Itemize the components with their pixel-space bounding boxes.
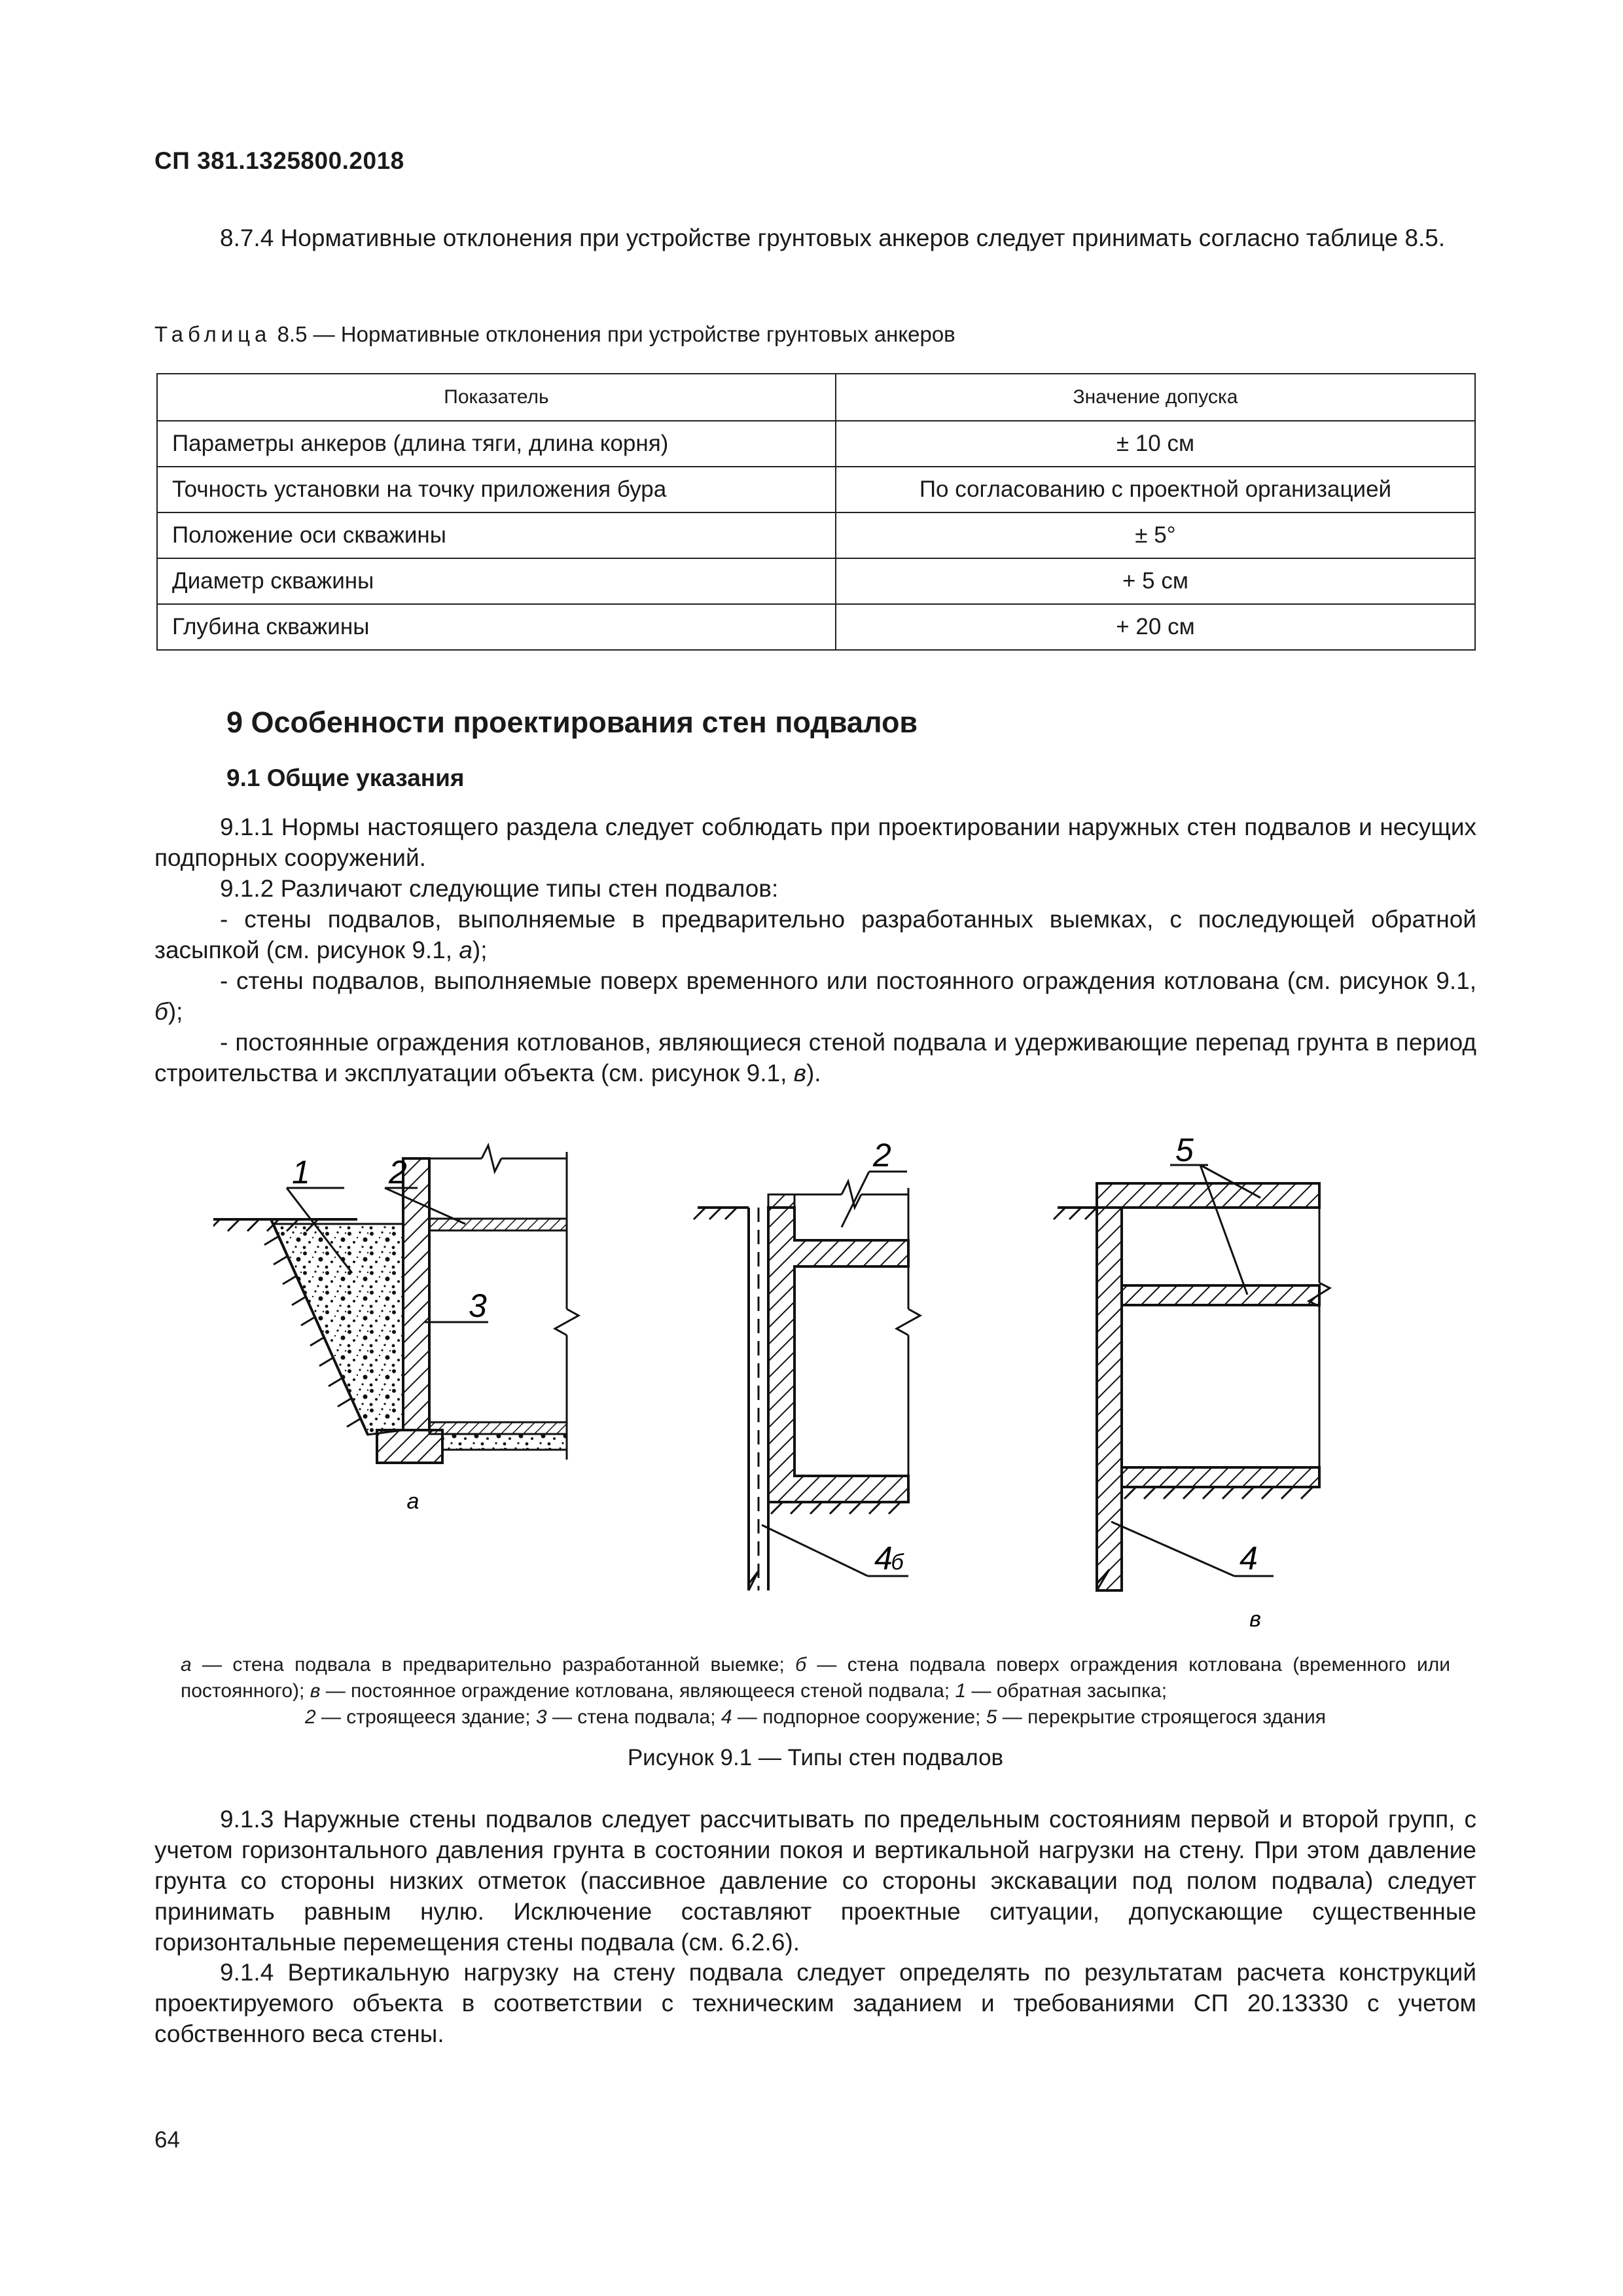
table-cell: Параметры анкеров (длина тяги, длина корня)	[157, 421, 836, 467]
subfigure-label-a: а	[406, 1489, 419, 1514]
label-1: 1	[292, 1154, 310, 1191]
list-item-c: - постоянные ограждения котлованов, являющиеся стеной подвала и удерживающие перепад грунта в период строительства и эксплуатации объекта (см. рисунок 9.1, в).	[154, 1029, 1476, 1086]
paragraph-9-1-1: 9.1.1 Нормы настоящего раздела следует соблюдать при проектировании наружных стен подвалов и несущих подпорных сооружений.	[154, 814, 1476, 871]
table-header-cell: Значение допуска	[836, 374, 1475, 421]
list-item-b: - стены подвалов, выполняемые поверх временного или постоянного ограждения котлована (см. рисунок 9.1, б);	[154, 967, 1476, 1025]
list-item-a: - стены подвалов, выполняемые в предварительно разработанных выемках, с последующей обратной засыпкой (см. рисунок 9.1, а);	[154, 906, 1476, 963]
label-4b: 4	[874, 1540, 893, 1577]
table-header-cell: Показатель	[157, 374, 836, 421]
label-2b: 2	[873, 1137, 891, 1174]
table-cell: Глубина скважины	[157, 604, 836, 650]
table-row	[157, 604, 1475, 650]
subfigure-b	[694, 1137, 920, 1590]
figure-title: Рисунок 9.1 — Типы стен подвалов	[627, 1745, 1004, 1770]
table-row	[157, 512, 1475, 558]
table-cell: Точность установки на точку приложения бура	[157, 467, 836, 512]
table-caption-word: Таблица	[154, 322, 272, 346]
table-caption	[154, 322, 955, 347]
table-caption-text: 8.5 — Нормативные отклонения при устройстве грунтовых анкеров	[277, 322, 955, 346]
subfigure-c	[1054, 1132, 1330, 1632]
table-cell: ± 5°	[836, 512, 1475, 558]
table-cell: По согласованию с проектной организацией	[836, 467, 1475, 512]
basement-wall-types-figure	[213, 1132, 1496, 1643]
paragraph-9-1-2: 9.1.2 Различают следующие типы стен подвалов:	[220, 875, 779, 902]
table-row	[157, 558, 1475, 604]
section-title: 9 Особенности проектирования стен подвалов	[226, 706, 918, 739]
subfigure-label-c: в	[1249, 1607, 1261, 1632]
document-code: СП 381.1325800.2018	[154, 147, 404, 174]
table-row	[157, 421, 1475, 467]
figure-legend: а — стена подвала в предварительно разработанной выемке; б — стена подвала поверх ограждения котлована (временного или постоянного); в — постоянное ограждение котлована, являющееся стеной подвала; 1 — обратная засыпка; 2 — строящееся здание; 3 — стена подвала; 4 — подпорное сооружение; 5 — перекрытие строящегося здания	[181, 1654, 1450, 1728]
subfigure-a	[213, 1145, 579, 1514]
label-3: 3	[469, 1287, 487, 1324]
table-cell: + 5 см	[836, 558, 1475, 604]
label-4c: 4	[1240, 1540, 1258, 1577]
table-cell: ± 10 см	[836, 421, 1475, 467]
subfigure-label-b: б	[891, 1550, 904, 1575]
table-cell: Положение оси скважины	[157, 512, 836, 558]
subsection-title: 9.1 Общие указания	[226, 764, 465, 791]
table-cell: + 20 см	[836, 604, 1475, 650]
page-number: 64	[154, 2127, 180, 2153]
label-5: 5	[1175, 1132, 1194, 1168]
table-row	[157, 467, 1475, 512]
table-cell: Диаметр скважины	[157, 558, 836, 604]
paragraph-9-1-4: 9.1.4 Вертикальную нагрузку на стену подвала следует определять по результатам расчета конструкций проектируемого объекта в соответствии с техническим заданием и требованиями СП 20.13330 с учетом собственного веса стены.	[154, 1959, 1476, 2047]
paragraph-8-7-4: 8.7.4 Нормативные отклонения при устройстве грунтовых анкеров следует принимать согласно таблице 8.5.	[220, 224, 1446, 251]
table-header-row	[157, 374, 1475, 421]
paragraph-9-1-3: 9.1.3 Наружные стены подвалов следует рассчитывать по предельным состояниям первой и второй групп, с учетом горизонтального давления грунта в состоянии покоя и вертикальной нагрузки на стену. При этом давление грунта со стороны низких отметок (пассивное давление со стороны экскавации под полом подвала) следует принимать равным нулю. Исключение составляют проектные ситуации, допускающие существенные горизонтальные перемещения стены подвала (см. 6.2.6).	[154, 1806, 1476, 1956]
tolerance-table	[156, 373, 1476, 651]
label-2: 2	[389, 1154, 407, 1191]
